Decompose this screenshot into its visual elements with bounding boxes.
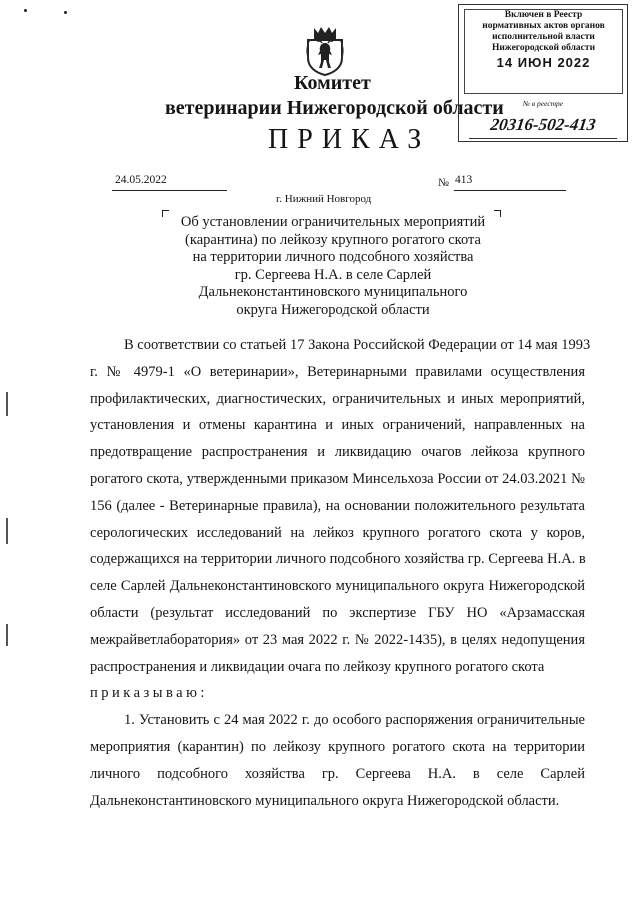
document-date: 24.05.2022 bbox=[115, 174, 167, 186]
scan-edge-mark bbox=[6, 392, 8, 416]
body-line: г. № 4979-1 «О ветеринарии», Ветеринарными правилами осуществления bbox=[90, 363, 585, 380]
title-line: на территории личного подсобного хозяйства bbox=[192, 249, 474, 266]
body-line: содержащихся на территории личного подсобного хозяйства гр. Сергеева Н.А. в bbox=[90, 551, 586, 568]
registry-stamp bbox=[458, 4, 628, 142]
body-line: профилактических, диагностических, ограничительных и иных мероприятий, bbox=[90, 390, 585, 407]
stamp-text: нормативных актов органов bbox=[482, 21, 605, 31]
preamble-paragraph bbox=[90, 332, 591, 680]
title-line: Об установлении ограничительных мероприятий bbox=[180, 214, 486, 230]
number-label: № bbox=[438, 177, 449, 189]
stamp-text: Нижегородской области bbox=[491, 43, 596, 53]
stamp-registry-number: 20316-502-413 bbox=[489, 115, 597, 134]
body-line: личного подсобного хозяйства гр. Сергеева Н.А. в селе Сарлей bbox=[90, 765, 585, 782]
body-line: серологических исследований на лейкоз крупного рогатого скота у коров, bbox=[90, 524, 585, 541]
title-line: (карантина) по лейкозу крупного рогатого скота bbox=[185, 231, 481, 248]
date-underline bbox=[112, 190, 227, 191]
stamp-date: 14 ИЮН 2022 bbox=[496, 55, 591, 70]
order-word: приказываю: bbox=[90, 685, 208, 702]
number-underline bbox=[454, 190, 566, 191]
body-line: межрайветлаборатория» от 23 мая 2022 г. № 2022-1435), в целях недопущения bbox=[90, 631, 585, 648]
body-line: распространения и ликвидации очага по лейкозу крупного рогатого скота bbox=[90, 658, 545, 675]
title-line: Дальнеконстантиновского муниципального bbox=[198, 284, 468, 301]
title-line: округа Нижегородской области bbox=[236, 301, 430, 318]
body-line: 1. Установить с 24 мая 2022 г. до особого распоряжения ограничительные bbox=[124, 712, 585, 729]
body-line: установления и отмены карантина и иных ограничений, направленных на bbox=[90, 417, 585, 434]
body-line: селе Сарлей Дальнеконстантиновского муниципального округа Нижегородской bbox=[90, 578, 585, 595]
body-line: рогатого скота, утвержденными приказом Минсельхоза России от 24.03.2021 № bbox=[90, 470, 585, 487]
organization-name-line2: ветеринарии Нижегородской области bbox=[165, 97, 504, 119]
scan-speck bbox=[64, 11, 67, 14]
document-body bbox=[90, 332, 591, 814]
scan-edge-mark bbox=[6, 518, 8, 544]
document-city: г. Нижний Новгород bbox=[276, 193, 372, 205]
body-line: В соответствии со статьей 17 Закона Российской Федерации от 14 мая 1993 bbox=[124, 337, 591, 353]
scan-speck bbox=[24, 9, 27, 12]
title-corner-mark bbox=[162, 210, 169, 217]
title-corner-mark bbox=[494, 210, 501, 217]
document-type: ПРИКАЗ bbox=[268, 124, 431, 155]
coat-of-arms-emblem bbox=[302, 24, 348, 76]
body-line: Дальнеконстантиновского муниципального округа Нижегородской области. bbox=[90, 792, 560, 809]
stamp-text: Включен в Реестр bbox=[504, 10, 583, 20]
title-line: гр. Сергеева Н.А. в селе Сарлей bbox=[234, 266, 432, 283]
stamp-text: исполнительной власти bbox=[492, 32, 595, 42]
document-number: 413 bbox=[455, 174, 473, 186]
body-line: 156 (далее - Ветеринарные правила), на основании положительного результата bbox=[90, 497, 585, 514]
stamp-underline bbox=[469, 138, 617, 139]
order-item-1 bbox=[90, 707, 585, 814]
registry-stamp-box bbox=[464, 9, 623, 94]
body-line: мероприятия (карантин) по лейкозу крупного рогатого скота на территории bbox=[90, 738, 585, 755]
organization-name: Комитет bbox=[294, 72, 371, 94]
body-line: области (результат исследований по экспертизе ГБУ НО «Арзамасская bbox=[90, 604, 585, 621]
stamp-registry-label: № в реестре bbox=[522, 99, 564, 108]
scan-edge-mark bbox=[6, 624, 8, 646]
document-title bbox=[172, 214, 494, 320]
body-line: предотвращение распространения и ликвидацию очагов лейкоза крупного bbox=[90, 444, 585, 461]
